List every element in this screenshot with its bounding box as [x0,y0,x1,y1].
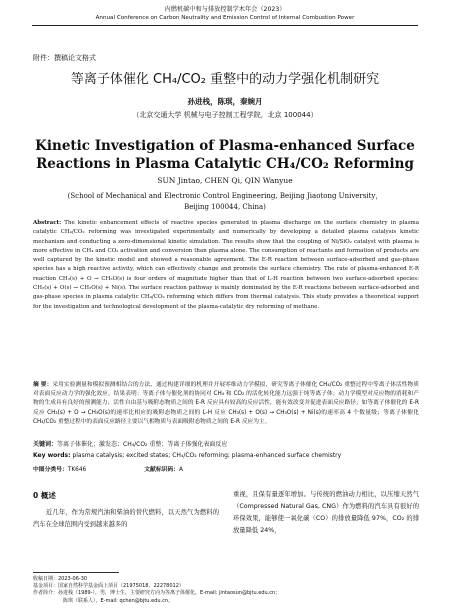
classification-line [33,464,183,473]
running-header [0,6,450,22]
paper-title-en-line2: Reactions in Plasma Catalytic CH₄/CO₂ Reforming [36,156,414,172]
header-rule [32,25,418,26]
abstract-zh [33,381,419,427]
abstract-label: Abstract: [33,220,62,226]
footnote-author2: 陈琪（联系人），E-mail: qchen@bjtu.edu.cn。 [63,597,173,604]
keywords-en-text: plasma catalysis; excited states; CH₄/CO₂ reforming; plasma-enhanced surface chemistry [72,452,342,459]
abstract-text: The kinetic enhancement effects of reactive species generated in plasma discharge on the surface chemistry in plasma catalytic CH₄/CO₂ reforming was investigated experimentally and numerically by developing a detailed plasma catalysis kinetic mechanism and conducting a zero-dimensional kinetic simulation. The results show that the coupling of Ni/SiO₂ catalyst with plasma is more effective in CH₄ and CO₂ activation and conversion than plasma alone. The consumption of reactants and formation of products are well captured by the kinetic model and showed a reasonable agreement. The E-R reaction between surface-adsorbed and gas-phase species has a high reactive activity, which can effectively change and promote the surface chemistry. The rate of plasma-enhanced E-R reaction CH₃(s) + O → CH₃O(s) is four orders of magnitude higher than that of L-H reaction between two surface-adsorbed species: CH₃(s) + O(s) → CH₃O(s) + Ni(s). The surface reaction pathway is mainly dominated by the E-R reactions between surface-adsorbed and gas-phase species in plasma catalytic CH₄/CO₂ reforming which differs from thermal catalysis. This study provides a theoretical support for the investigation and technological development of the plasma-catalytic dry reforming of methane. [33,220,420,310]
abstract-zh-text: 采用实验测量和模拟预测相结合的方法，通过构建详细的机理并开展零维动力学模拟，研究等离子体催化 CH₄/CO₂ 重整过程中等离子体活性物质对表面反应动力学的强化效应。结果表明：等离子体与催化剂的协同对 CH₄ 和 CO₂ 的活化转化能力远强于纯等离子体；动力学模型对反应物的消耗和产物的生成具有良好的预测能力；活性自由基与吸附态物质之间的 E-R 反应具有较高的反应活性，能有效改变并促进表面反应路径；如等离子体催化的 E-R 反应 CH₃(s) + O → CH₃O(s)的速率比相应的吸附态物质之间的 L-H 反应 CH₃(s) + O(s) → CH₃O(s) + Ni(s)的速率高 4 个数量级；等离子体催化 CH₄/CO₂ 重整过程中的表面反应路径主要以气相物质与表面吸附态物质之间的 E-R 反应为主。 [33,382,419,425]
footnote-received: 收稿日期：2023-06-30 [33,576,88,582]
keywords-zh-label: 关键词： [33,441,58,448]
clc-label: 中图分类号： [33,467,68,473]
keywords-en-label: Key words: [33,452,71,459]
body-right-column: 重视，且保有量逐年增加。与传统的燃油动力相比，以压缩天然气（Compressed Natural Gas, CNG）作为燃料的汽车具有很好的环保效果，能够使一氧化碳（CO）的排放量降低 97%，CO₂ 的排放量降低 24%， [233,491,419,534]
doc-code-value: A [179,467,183,473]
footnote [33,576,419,605]
conference-title-zh: 内燃机碳中和与排放控制学术年会（2023） [164,6,286,13]
footnote-rule [33,572,119,573]
affiliation-en: (School of Mechanical and Electronic Control Engineering, Beijing Jiaotong University，Beijing 100044, China) [67,192,383,211]
footnote-author1: 作者简介：孙进栈（1989-），男，博士生，主要研究方向为等离子体催化。E-mail: jintaosun@bjtu.edu.cn； [33,590,281,597]
paper-title-zh: 等离子体催化 CH₄/CO₂ 重整中的动力学强化机制研究 [70,72,380,87]
affiliation-zh: （北京交通大学 机械与电子控制工程学院，北京 100044） [132,111,318,119]
keywords-zh-text: 等离子体催化；激发态；CH₄/CO₂ 重整；等离子体强化表面反应 [57,441,228,448]
authors-zh: 孙进栈，陈琪，秦婉月 [187,97,263,106]
keywords-zh [33,440,423,449]
abstract-zh-label: 摘 要： [33,382,53,388]
abstract-en [33,219,419,312]
doc-code-label: 文献标识码： [144,467,180,473]
attachment-label: 附件：撰稿论文格式 [33,54,96,62]
conference-title-en: Annual Conference on Carbon Neutrality and Emission Control of Internal Combustion Power [95,15,355,21]
authors-en: SUN Jintao, CHEN Qi, QIN Wanyue [157,176,293,185]
keywords-en [33,451,423,460]
paper-title-en-line1: Kinetic Investigation of Plasma-enhanced Surface [35,138,415,154]
body-left-column: 近几年，作为常规汽油和柴油的替代燃料，以天然气为燃料的汽车在全球范围内受到越来越多的 [33,509,219,528]
footnote-fund: 基金项目：国家自然科学基金面上项目（21975018、22278012） [33,583,184,590]
clc-value: TK646 [67,467,87,473]
section-heading: 0 概述 [33,491,56,500]
paper-title-en [0,137,450,173]
